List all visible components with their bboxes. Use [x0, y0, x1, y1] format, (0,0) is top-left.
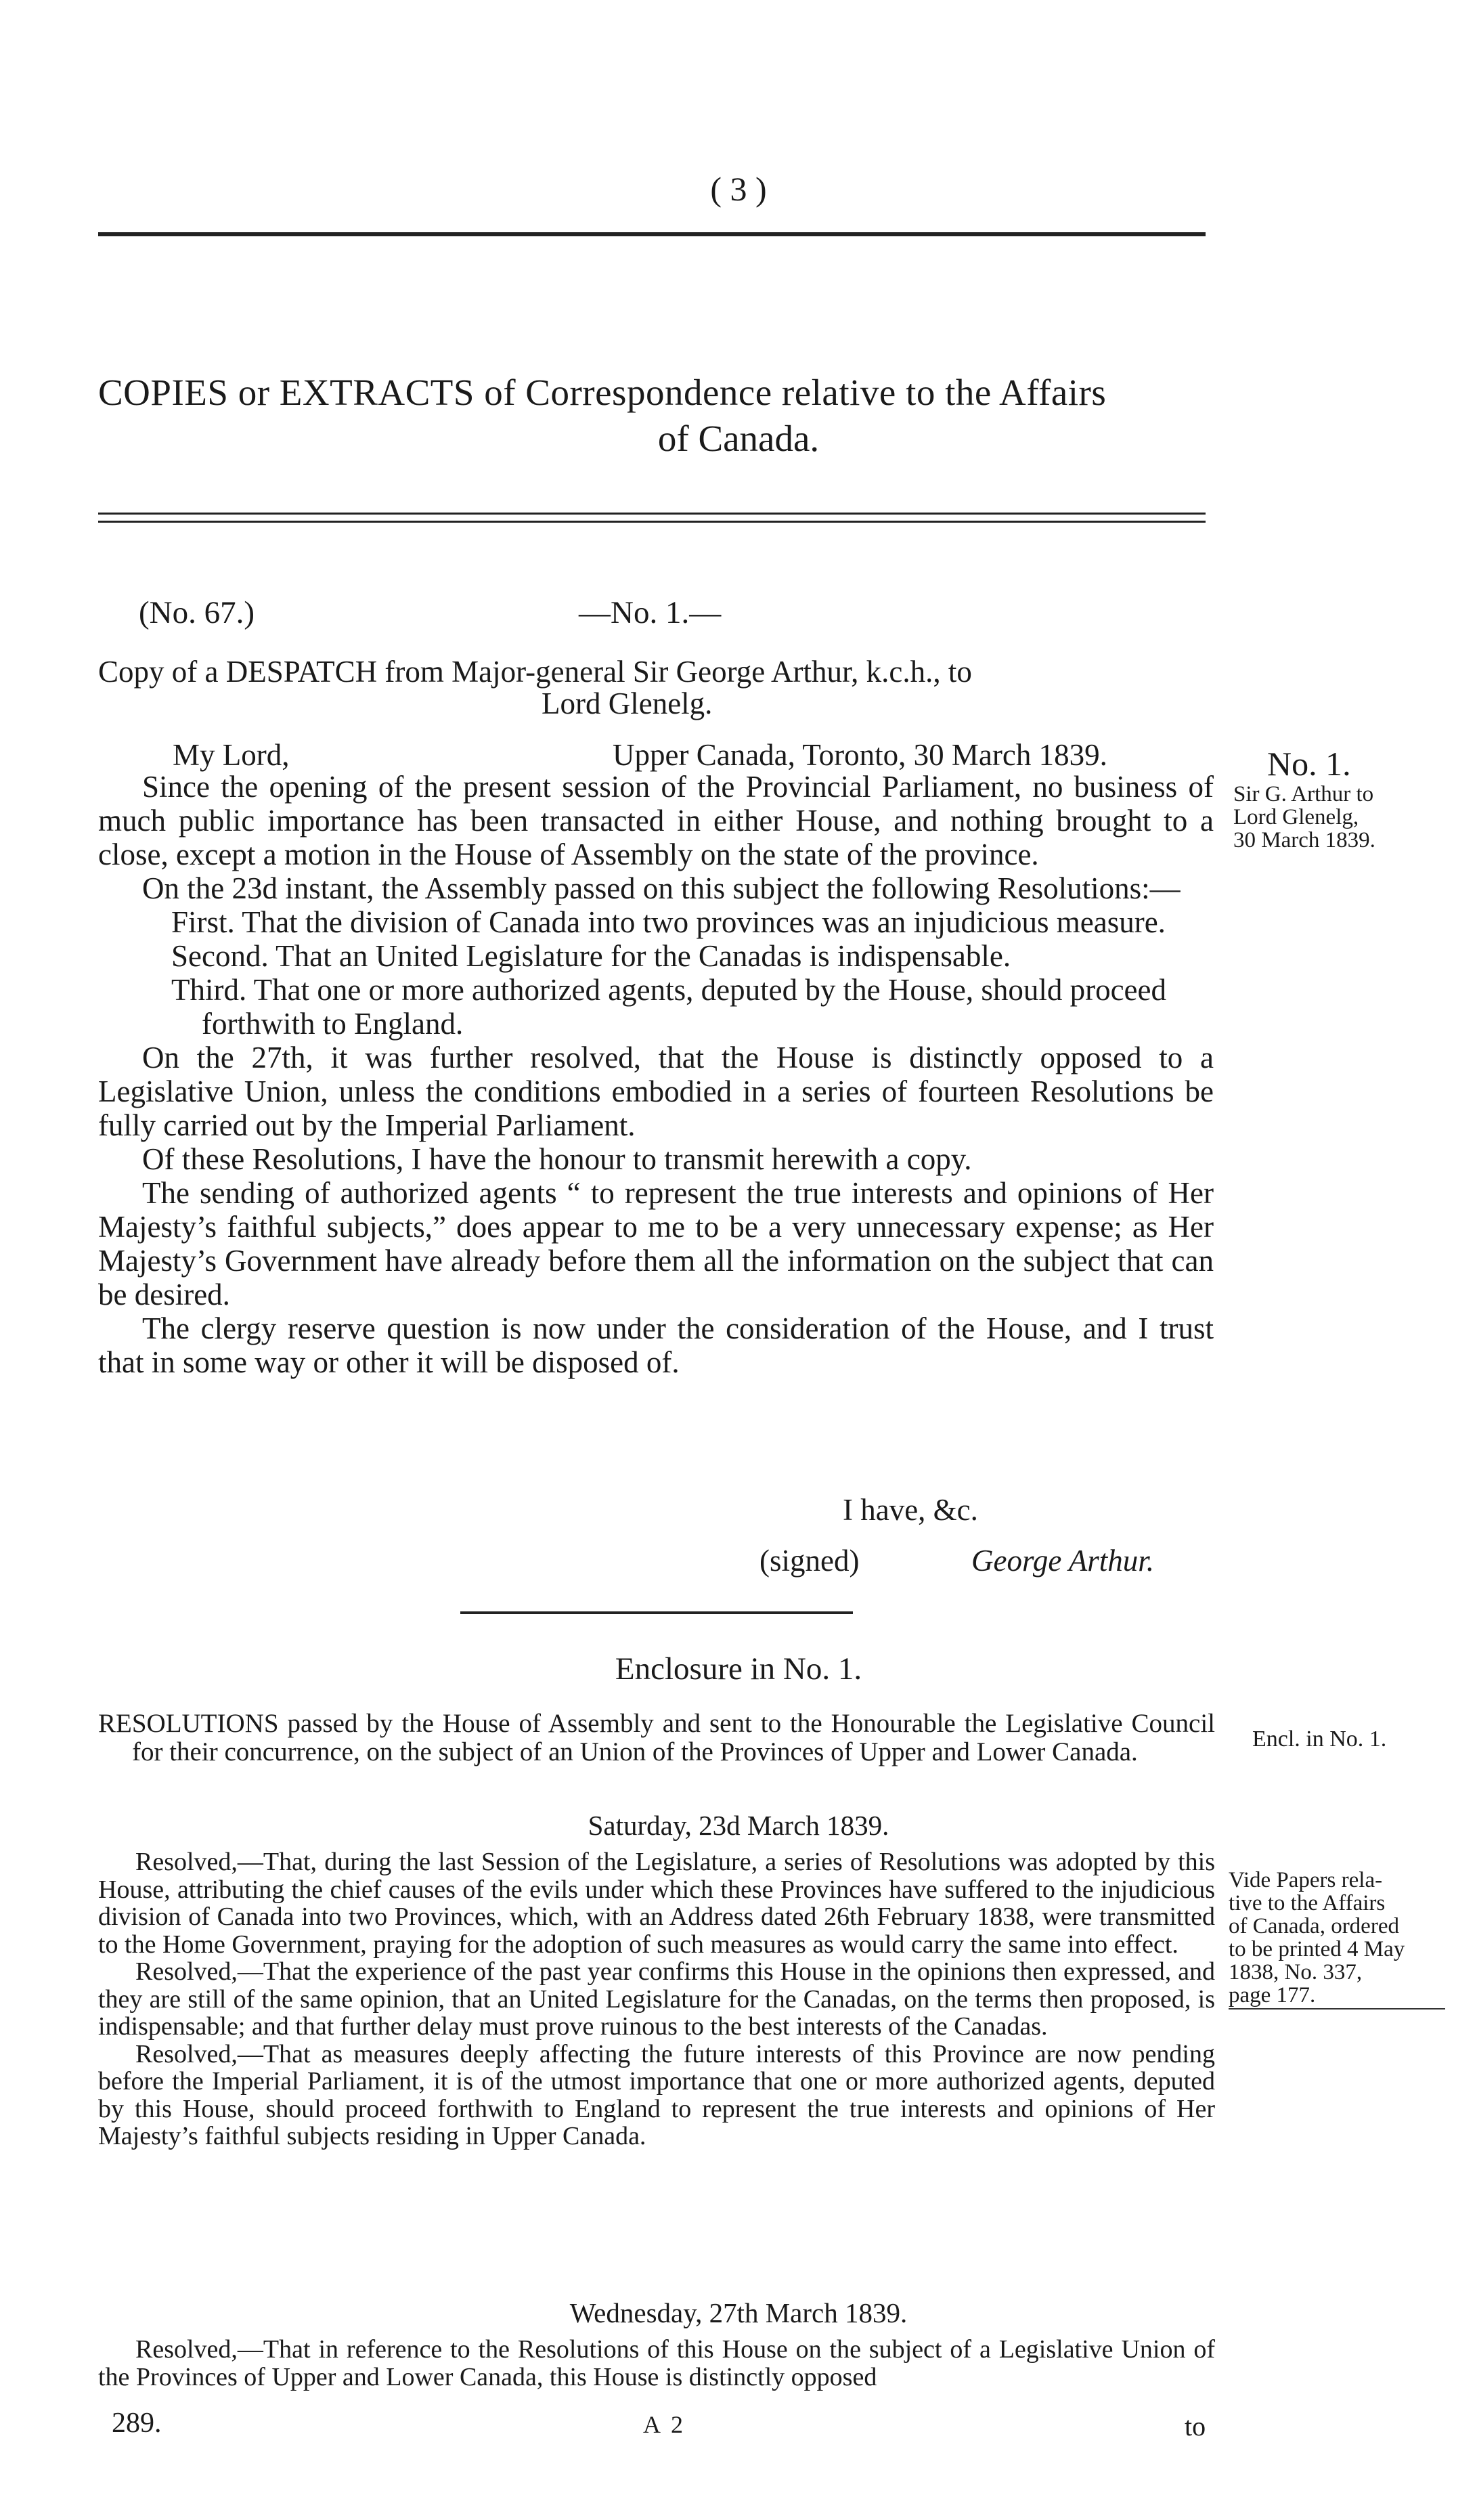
margin-note-vide — [1229, 1869, 1472, 2010]
resolved-paragraph-2: Resolved,—That in reference to the Resolutions of this House on the subject of a Legislative Union of the Provinces of Upper and Lower Canada, this House is distinctly opposed — [98, 2335, 1215, 2391]
margin-vide-line: to be printed 4 May — [1229, 1937, 1405, 1961]
despatch-body — [98, 770, 1214, 1379]
signed-label: (signed) — [759, 1544, 860, 1578]
margin-vide-line: page 177. — [1229, 1983, 1316, 2007]
margin-note-title: No. 1. — [1267, 745, 1351, 783]
title-double-rule-top — [98, 513, 1206, 515]
page-number: ( 3 ) — [710, 170, 767, 208]
footer-center: A 2 — [643, 2411, 686, 2438]
resolved-paragraph: Resolved,—That as measures deeply affecting the future interests of this Province are now pending before the Imperial Parliament, it is of the utmost importance that one or more authorized agents, deputed by this House, should proceed forthwith to England to represent the true interests and opinions of Her Majesty’s faithful subjects residing in Upper Canada. — [98, 2039, 1215, 2150]
resolution-item: Third. That one or more authorized agents, deputed by the House, should proceed forthwith to England. — [171, 973, 1166, 1041]
margin-vide-rule — [1229, 2008, 1445, 2010]
title-line-2: of Canada. — [657, 418, 820, 459]
despatch-heading-line-1: Copy of a DESPATCH from Major-general Sir George Arthur, k.c.h., to — [98, 655, 972, 689]
salutation: My Lord, — [173, 738, 290, 772]
enclosure-intro: RESOLUTIONS passed by the House of Assembly and sent to the Honourable the Legislative Council for their concurrence, on the subject of an Union of the Provinces of Upper and Lower Canada. — [98, 1709, 1215, 1766]
margin-note-line: Sir G. Arthur to — [1233, 782, 1374, 806]
despatch-number: —No. 1.— — [579, 595, 722, 630]
header-rule — [98, 232, 1206, 236]
despatch-heading-line-2: Lord Glenelg. — [542, 687, 713, 720]
enclosure-date-2: Wednesday, 27th March 1839. — [569, 2297, 908, 2328]
resolved-paragraph: Resolved,—That the experience of the past year confirms this House in the opinions then expressed, and they are still of the same opinion, that an United Legislature for the Canadas, on the terms then proposed, is indispensable; and that further delay must prove ruinous to the best interests of the Canadas. — [98, 1957, 1215, 2041]
resolution-item: Second. That an United Legislature for the Canadas is indispensable. — [171, 939, 1011, 973]
resolution-item: First. That the division of Canada into two provinces was an injudicious measure. — [171, 905, 1166, 939]
despatch-paragraph: On the 23d instant, the Assembly passed on this subject the following Resolutions:— — [142, 871, 1181, 905]
margin-note-line: 30 March 1839. — [1233, 828, 1375, 852]
despatch-paragraph: Of these Resolutions, I have the honour to transmit herewith a copy. — [142, 1142, 972, 1176]
margin-vide-line: Vide Papers rela- — [1229, 1868, 1383, 1892]
margin-encl: Encl. in No. 1. — [1252, 1726, 1387, 1752]
title-line-1: COPIES or EXTRACTS of Correspondence relative to the Affairs — [98, 372, 1107, 413]
margin-vide-line: 1838, No. 337, — [1229, 1960, 1363, 1984]
margin-vide-line: of Canada, ordered — [1229, 1914, 1399, 1938]
resolved-paragraph: Resolved,—That, during the last Session of the Legislature, a series of Resolutions was adopted by this House, attributing the chief causes of the evils under which these Provinces have suffered to the injudicious division of Canada into two Provinces, which, with an Address dated 26th February 1838, were transmitted to the Home Government, praying for the adoption of such measures as would carry the same into effect. — [98, 1848, 1215, 1959]
despatch-paragraph: On the 27th, it was further resolved, that the House is distinctly opposed to a Legislative Union, unless the conditions embodied in a series of fourteen Resolutions be fully carried out by the Imperial Parliament. — [98, 1041, 1214, 1142]
margin-note-line: Lord Glenelg, — [1233, 805, 1359, 829]
signature: George Arthur. — [971, 1544, 1154, 1578]
enclosure-resolutions — [98, 1848, 1215, 2150]
closing: I have, &c. — [843, 1493, 978, 1527]
margin-note-despatch — [1233, 745, 1463, 852]
despatch-paragraph: Since the opening of the present session of the Provincial Parliament, no business of much public importance has been transacted in either House, and nothing brought to a close, except a motion in the House of Assembly on the state of the province. — [98, 770, 1214, 871]
enclosure-date-1: Saturday, 23d March 1839. — [588, 1810, 889, 1841]
section-divider — [460, 1611, 853, 1614]
despatch-paragraph: The sending of authorized agents “ to represent the true interests and opinions of Her Majesty’s faithful subjects,” does appear to me to be a very unnecessary expense; as Her Majesty’s Government have already before them all the information on the subject that can be desired. — [98, 1176, 1214, 1311]
footer-left: 289. — [112, 2408, 162, 2439]
enclosure-heading: Enclosure in No. 1. — [615, 1651, 862, 1687]
place-date: Upper Canada, Toronto, 30 March 1839. — [613, 738, 1107, 772]
margin-vide-line: tive to the Affairs — [1229, 1891, 1386, 1915]
despatch-number-paren: (No. 67.) — [139, 595, 255, 630]
despatch-paragraph: The clergy reserve question is now under the consideration of the House, and I trust that in some way or other it will be disposed of. — [98, 1311, 1214, 1379]
title-double-rule-bottom — [98, 521, 1206, 523]
footer-right: to — [1185, 2411, 1206, 2441]
